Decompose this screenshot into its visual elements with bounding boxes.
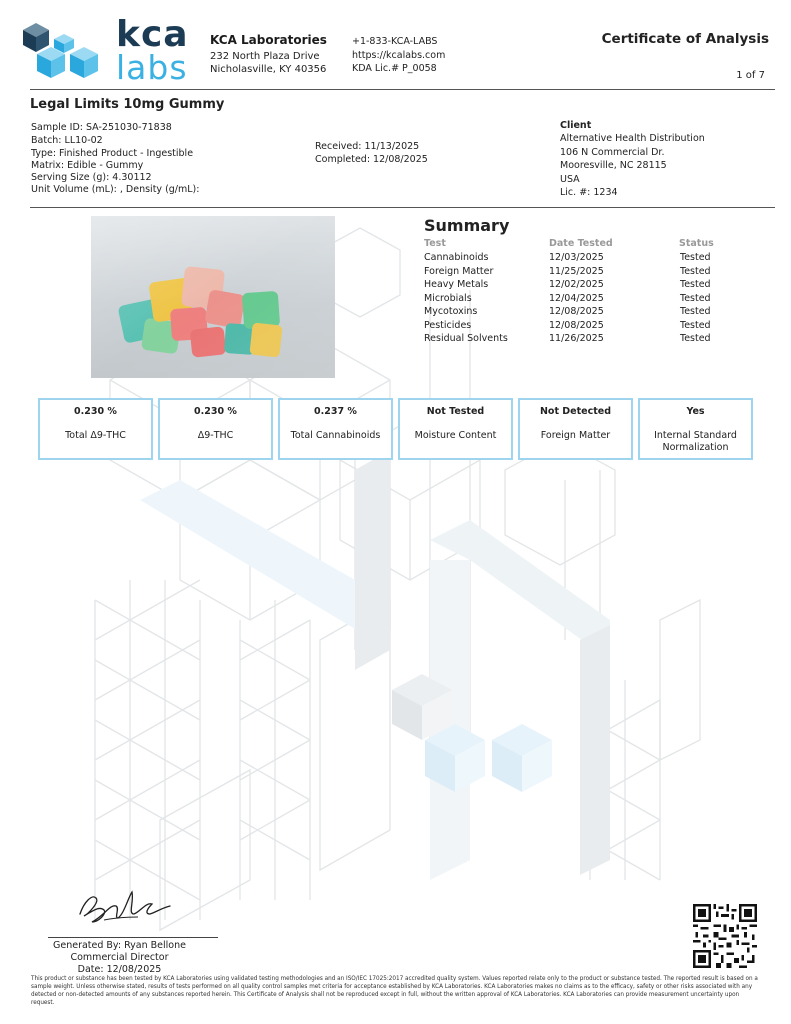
serving-size: Serving Size (g): 4.30112: [31, 172, 152, 183]
summary-header-status: Status: [679, 238, 714, 249]
summary-status: Tested: [680, 266, 711, 277]
summary-header-date: Date Tested: [549, 238, 613, 249]
product-name: Legal Limits 10mg Gummy: [30, 97, 225, 112]
signature-image: [74, 884, 174, 928]
lab-name: KCA Laboratories: [210, 33, 327, 47]
lab-address-line1: 232 North Plaza Drive: [210, 51, 320, 62]
lab-phone: +1-833-KCA-LABS: [352, 36, 438, 47]
logo-wordmark-kca: kca: [116, 14, 189, 55]
summary-test: Microbials: [424, 293, 472, 304]
summary-test: Residual Solvents: [424, 333, 508, 344]
client-heading: Client: [560, 120, 592, 131]
stat-box-d9-thc: [158, 398, 273, 460]
stat-box-moisture-content: [398, 398, 513, 460]
sample-id: Sample ID: SA-251030-71838: [31, 122, 172, 133]
logo-cubes-icon: [20, 18, 116, 84]
stat-box-total-cannabinoids: [278, 398, 393, 460]
stat-value: Yes: [686, 406, 705, 417]
summary-date: 11/25/2025: [549, 266, 604, 277]
summary-date: 12/02/2025: [549, 279, 604, 290]
stat-label: Δ9-THC: [197, 430, 234, 441]
stat-value: 0.230 %: [74, 406, 117, 417]
stat-value: 0.237 %: [314, 406, 357, 417]
gummies-image: [91, 216, 335, 378]
summary-status: Tested: [680, 320, 711, 331]
received-date: Received: 11/13/2025: [315, 141, 420, 152]
completed-date: Completed: 12/08/2025: [315, 154, 428, 165]
stat-box-total-d9-thc: [38, 398, 153, 460]
lab-license: KDA Lic.# P_0058: [352, 63, 437, 74]
summary-header-test: Test: [424, 238, 446, 249]
summary-date: 12/08/2025: [549, 306, 604, 317]
summary-status: Tested: [680, 306, 711, 317]
stat-label: Internal Standard Normalization: [654, 430, 737, 453]
summary-status: Tested: [680, 293, 711, 304]
summary-status: Tested: [680, 252, 711, 263]
qr-code-icon[interactable]: [693, 904, 757, 968]
sample-type: Type: Finished Product - Ingestible: [31, 148, 194, 159]
stat-value: Not Tested: [426, 406, 485, 417]
client-license: Lic. #: 1234: [560, 187, 618, 198]
summary-status: Tested: [680, 333, 711, 344]
stat-label: Total Cannabinoids: [290, 430, 381, 441]
header-divider: [30, 89, 775, 90]
generated-date: Date: 12/08/2025: [77, 964, 162, 975]
client-name: Alternative Health Distribution: [560, 133, 705, 144]
summary-test: Heavy Metals: [424, 279, 489, 290]
unit-volume: Unit Volume (mL): , Density (g/mL):: [31, 184, 200, 195]
summary-test: Mycotoxins: [424, 306, 478, 317]
stat-value: 0.230 %: [194, 406, 237, 417]
signature-line: [48, 937, 218, 938]
stat-label: Foreign Matter: [540, 430, 611, 441]
sample-matrix: Matrix: Edible - Gummy: [31, 160, 144, 171]
document-title: Certificate of Analysis: [601, 31, 769, 47]
client-city: Mooresville, NC 28115: [560, 160, 667, 171]
stat-box-foreign-matter: [518, 398, 633, 460]
generated-by-block: [52, 940, 187, 976]
stat-label: Total Δ9-THC: [65, 430, 126, 441]
summary-date: 12/03/2025: [549, 252, 604, 263]
summary-test: Foreign Matter: [424, 266, 494, 277]
stat-value: Not Detected: [539, 406, 612, 417]
summary-status: Tested: [680, 279, 711, 290]
generated-by-role: Commercial Director: [70, 952, 169, 963]
client-country: USA: [560, 174, 580, 185]
lab-address-line2: Nicholasville, KY 40356: [210, 64, 327, 75]
stat-box-internal-standard: [638, 398, 753, 460]
summary-test: Cannabinoids: [424, 252, 489, 263]
logo-wordmark-labs: labs: [116, 48, 188, 87]
info-divider: [30, 207, 775, 208]
summary-date: 12/08/2025: [549, 320, 604, 331]
summary-date: 11/26/2025: [549, 333, 604, 344]
summary-date: 12/04/2025: [549, 293, 604, 304]
client-street: 106 N Commercial Dr.: [560, 147, 665, 158]
lab-website-link[interactable]: https://kcalabs.com: [352, 50, 446, 61]
legal-disclaimer: This product or substance has been tested by KCA Laboratories using validated testing methodologies and an ISO/IEC 17025:2017 accredited quality system. Values reported relate only to the product or substance tested. The reported result is based on a sample weight. Unless otherwise stated, results of tests performed on all quality control samples met criteria for acceptance established by KCA Laboratories. KCA Laboratories makes no claims as to the efficacy, safety or other risks associated with any detected or non-detected amounts of any substances reported herein. This Certificate of Analysis shall not be reproduced except in full, without the written approval of KCA Laboratories. KCA Laboratories can provide measurement uncertainty upon request.: [31, 976, 758, 1006]
product-photo: [91, 216, 335, 378]
summary-test: Pesticides: [424, 320, 472, 331]
stat-label: Moisture Content: [414, 430, 497, 441]
page-number: 1 of 7: [736, 70, 765, 81]
generated-by: Generated By: Ryan Bellone: [53, 940, 186, 951]
summary-title: Summary: [424, 216, 510, 235]
kca-labs-logo: [20, 14, 190, 87]
batch: Batch: LL10-02: [31, 135, 103, 146]
